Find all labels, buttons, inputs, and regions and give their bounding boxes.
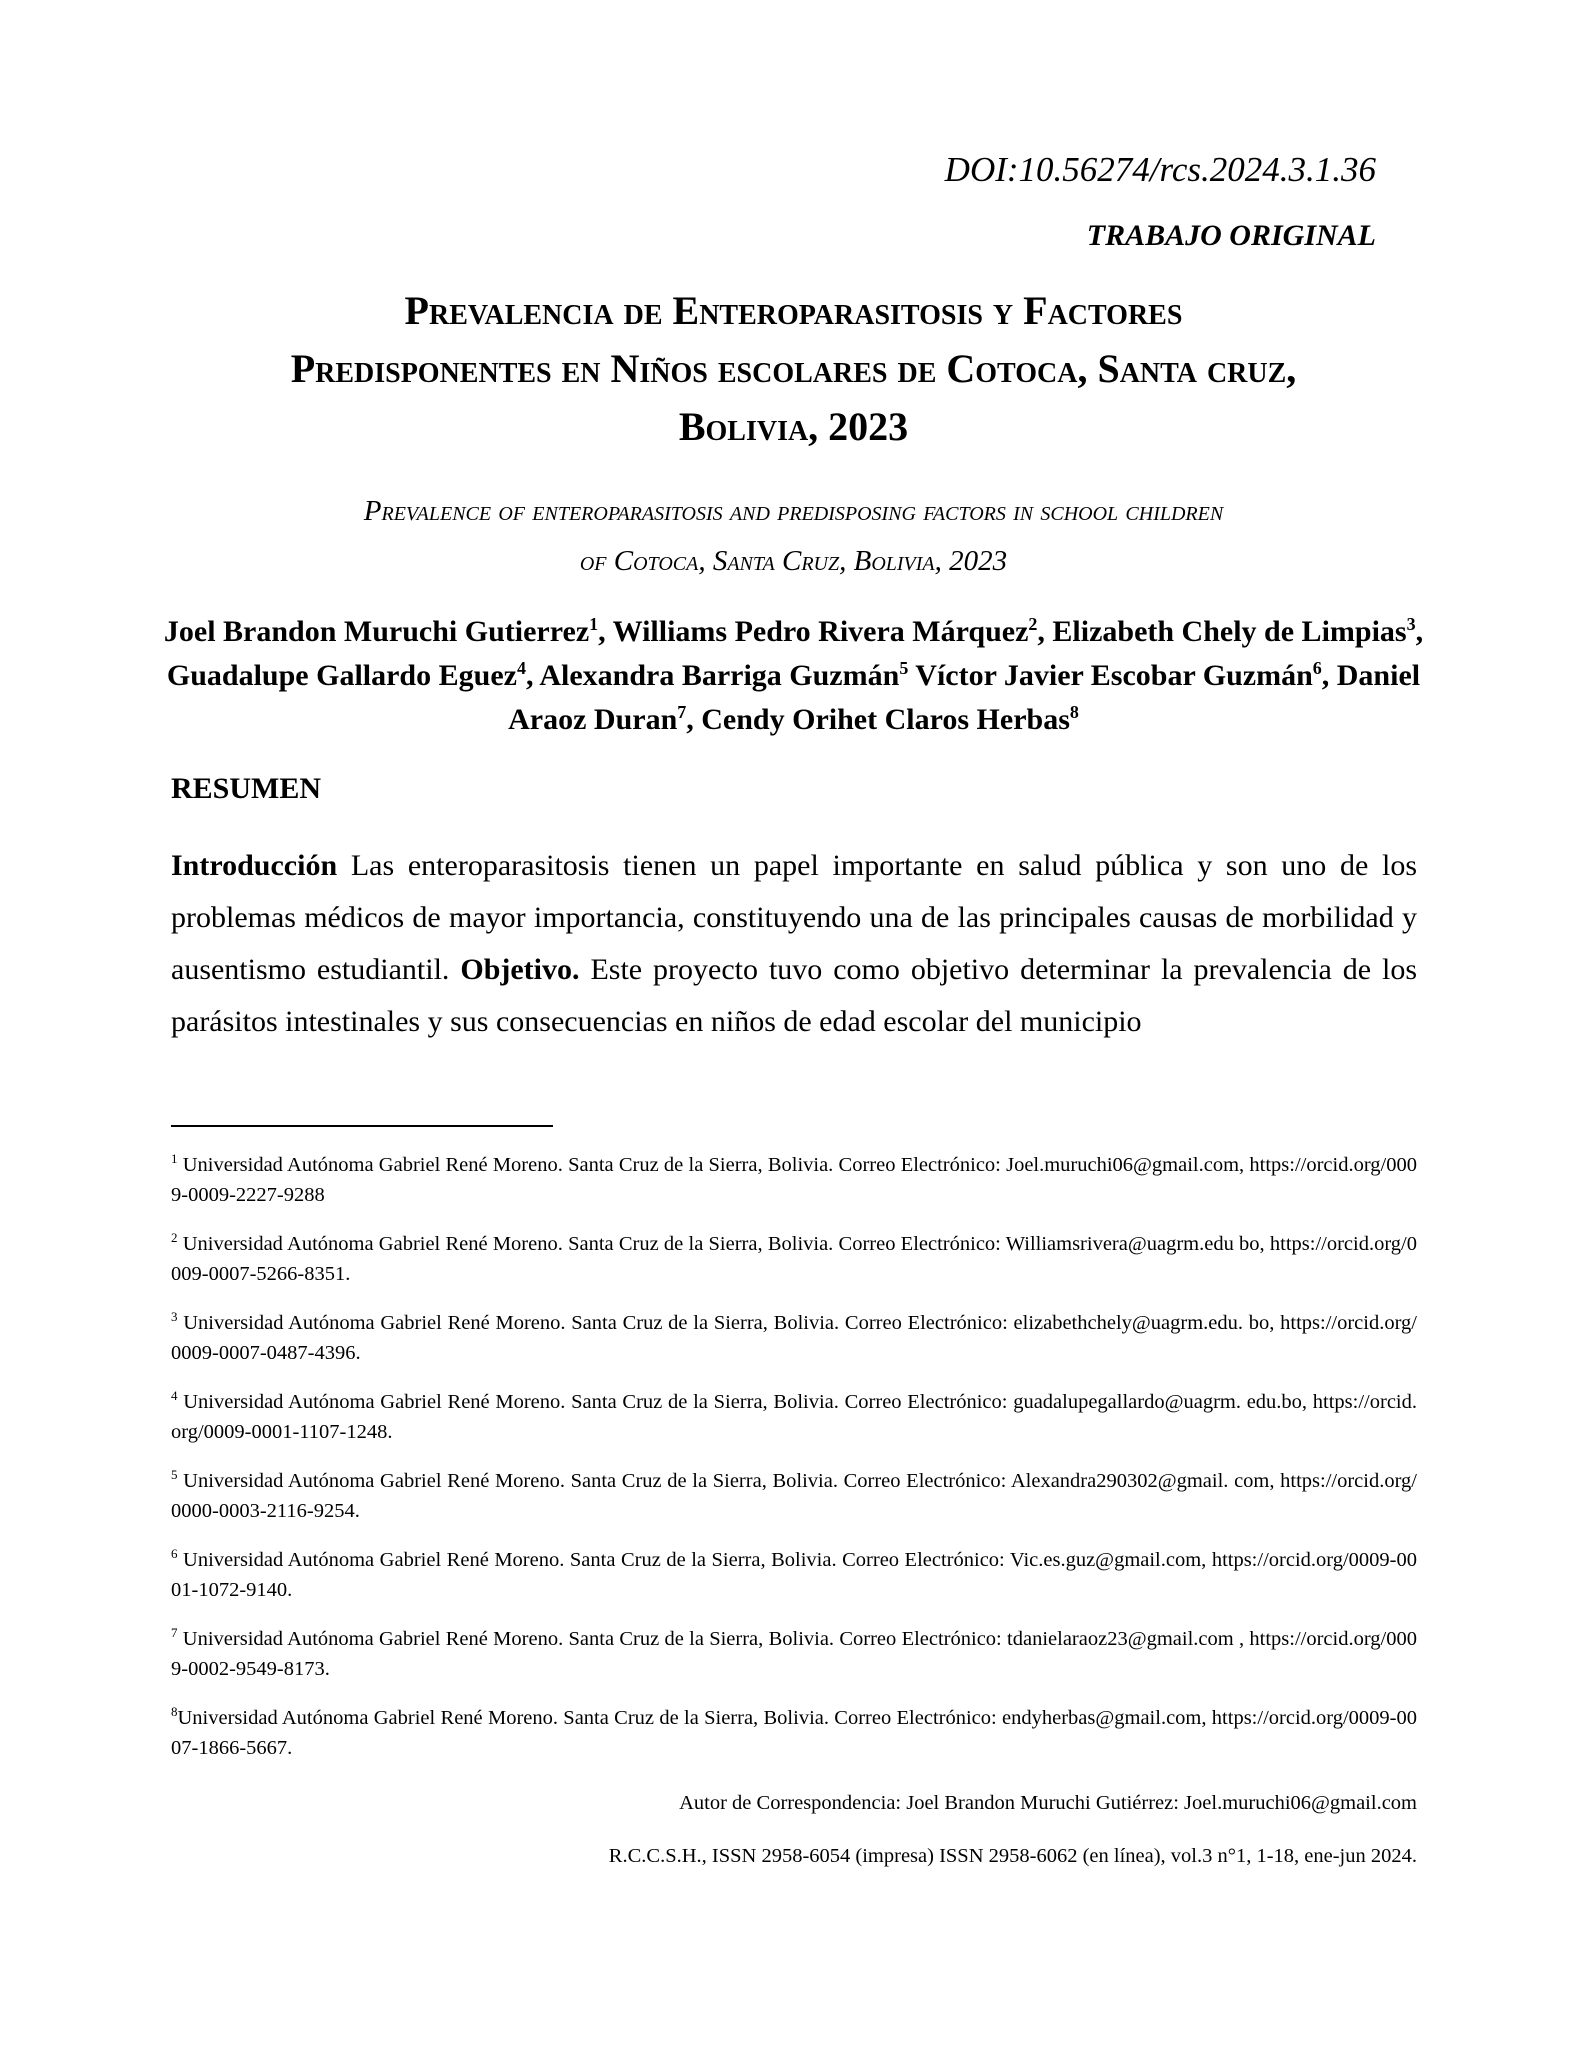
author-affiliation-mark[interactable]: 1 xyxy=(589,614,599,634)
author-affiliation-mark[interactable]: 3 xyxy=(1406,614,1416,634)
footnote-item xyxy=(171,1703,1417,1763)
author-affiliation-mark[interactable]: 4 xyxy=(516,658,526,678)
footnote-mark: 1 xyxy=(171,1151,178,1166)
paper-title-english xyxy=(140,486,1447,586)
doi-link[interactable]: DOI:10.56274/rcs.2024.3.1.36 xyxy=(944,150,1376,189)
footnote-item xyxy=(171,1545,1417,1605)
author-name: Alexandra Barriga Guzmán xyxy=(539,659,900,692)
paper-title-spanish xyxy=(140,282,1447,456)
author-separator: , xyxy=(686,703,702,736)
title-es-line-3: Bolivia, 2023 xyxy=(678,404,909,449)
title-es-line-1: Prevalencia de Enteroparasitosis y Factores xyxy=(404,288,1183,333)
author-affiliation-mark[interactable]: 8 xyxy=(1069,702,1079,722)
footnote-item xyxy=(171,1624,1417,1684)
article-type-label: TRABAJO ORIGINAL xyxy=(1086,219,1376,252)
objective-text: Este proyecto tuvo como objetivo determinar la prevalencia de los parásitos intestinales y sus consecuencias en niños de edad escolar del municipio xyxy=(171,953,1417,1038)
intro-text: Las enteroparasitosis tienen un papel importante en salud pública y son uno de los problemas médicos de mayor importancia, constituyendo una de las principales causas de morbilidad y ausentismo estudiantil. xyxy=(171,849,1417,986)
author-separator: , xyxy=(1037,615,1053,648)
footnote-text[interactable]: Universidad Autónoma Gabriel René Moreno. Santa Cruz de la Sierra, Bolivia. Correo Electrónico: Joel.muruchi06@gmail.com, https://orcid.org/0009-0009-2227-9288 xyxy=(171,1154,1417,1206)
author-separator: , xyxy=(1415,615,1424,648)
title-en-line-1: Prevalence of enteroparasitosis and predisposing factors in school children xyxy=(363,495,1224,527)
footnote-text[interactable]: Universidad Autónoma Gabriel René Moreno. Santa Cruz de la Sierra, Bolivia. Correo Electrónico: elizabethchely@uagrm.edu. bo, https://orcid.org/0009-0007-0487-4396. xyxy=(171,1312,1417,1364)
footnote-item xyxy=(171,1387,1417,1447)
footnote-divider xyxy=(171,1125,553,1127)
footnote-mark: 5 xyxy=(171,1467,178,1482)
author-affiliation-mark[interactable]: 2 xyxy=(1028,614,1038,634)
author-affiliation-mark[interactable]: 6 xyxy=(1312,658,1322,678)
author-affiliation-mark[interactable]: 5 xyxy=(899,658,909,678)
title-es-line-2: Predisponentes en Niños escolares de Cotoca, Santa cruz, xyxy=(290,346,1297,391)
resumen-paragraph xyxy=(171,840,1417,1048)
author-name: Joel Brandon Muruchi Gutierrez xyxy=(163,615,590,648)
footnote-item xyxy=(171,1466,1417,1526)
footnote-mark: 8 xyxy=(171,1704,178,1719)
author-affiliation-mark[interactable]: 7 xyxy=(677,702,687,722)
footnote-text[interactable]: Universidad Autónoma Gabriel René Moreno. Santa Cruz de la Sierra, Bolivia. Correo Electrónico: endyherbas@gmail.com, https://orcid.org/0009-0007-1866-5667. xyxy=(171,1707,1417,1759)
footnotes-list xyxy=(171,1150,1417,1782)
author-name: Guadalupe Gallardo Eguez xyxy=(166,659,517,692)
author-separator: , xyxy=(598,615,613,648)
footnote-mark: 7 xyxy=(171,1625,178,1640)
journal-citation: R.C.C.S.H., ISSN 2958-6054 (impresa) ISSN 2958-6062 (en línea), vol.3 n°1, 1-18, ene-jun 2024. xyxy=(608,1845,1417,1867)
author-name: Elizabeth Chely de Limpias xyxy=(1052,615,1407,648)
author-name: Cendy Orihet Claros Herbas xyxy=(701,703,1070,736)
author-list xyxy=(150,610,1437,742)
footnote-item xyxy=(171,1150,1417,1210)
footnote-text[interactable]: Universidad Autónoma Gabriel René Moreno. Santa Cruz de la Sierra, Bolivia. Correo Electrónico: Alexandra290302@gmail. com, https://orcid.org/0000-0003-2116-9254. xyxy=(171,1470,1417,1522)
footnote-mark: 3 xyxy=(171,1309,178,1324)
footnote-text[interactable]: Universidad Autónoma Gabriel René Moreno. Santa Cruz de la Sierra, Bolivia. Correo Electrónico: Vic.es.guz@gmail.com, https://orcid.org/0009-0001-1072-9140. xyxy=(171,1549,1417,1601)
footnote-text[interactable]: Universidad Autónoma Gabriel René Moreno. Santa Cruz de la Sierra, Bolivia. Correo Electrónico: Williamsrivera@uagrm.edu bo, https://orcid.org/0009-0007-5266-8351. xyxy=(171,1233,1417,1285)
author-separator: , xyxy=(525,659,540,692)
footnote-text[interactable]: Universidad Autónoma Gabriel René Moreno. Santa Cruz de la Sierra, Bolivia. Correo Electrónico: tdanielaraoz23@gmail.com , https://orcid.org/0009-0002-9549-8173. xyxy=(171,1628,1417,1680)
correspondence-author[interactable]: Autor de Correspondencia: Joel Brandon Muruchi Gutiérrez: Joel.muruchi06@gmail.com xyxy=(679,1792,1417,1814)
author-name: Williams Pedro Rivera Márquez xyxy=(612,615,1029,648)
resumen-heading: RESUMEN xyxy=(171,772,322,805)
footnote-mark: 6 xyxy=(171,1546,178,1561)
objective-label: Objetivo. xyxy=(460,953,580,986)
author-name: Daniel Araoz Duran xyxy=(508,659,1421,736)
intro-label: Introducción xyxy=(171,849,338,882)
author-name: Víctor Javier Escobar Guzmán xyxy=(915,659,1313,692)
footnote-item xyxy=(171,1229,1417,1289)
footnote-mark: 2 xyxy=(171,1230,178,1245)
footnote-text[interactable]: Universidad Autónoma Gabriel René Moreno. Santa Cruz de la Sierra, Bolivia. Correo Electrónico: guadalupegallardo@uagrm. edu.bo, https://orcid.org/0009-0001-1107-1248. xyxy=(171,1391,1417,1443)
author-separator: , xyxy=(1321,659,1337,692)
footnote-mark: 4 xyxy=(171,1388,178,1403)
footnote-item xyxy=(171,1308,1417,1368)
title-en-line-2: of Cotoca, Santa Cruz, Bolivia, 2023 xyxy=(579,545,1008,577)
